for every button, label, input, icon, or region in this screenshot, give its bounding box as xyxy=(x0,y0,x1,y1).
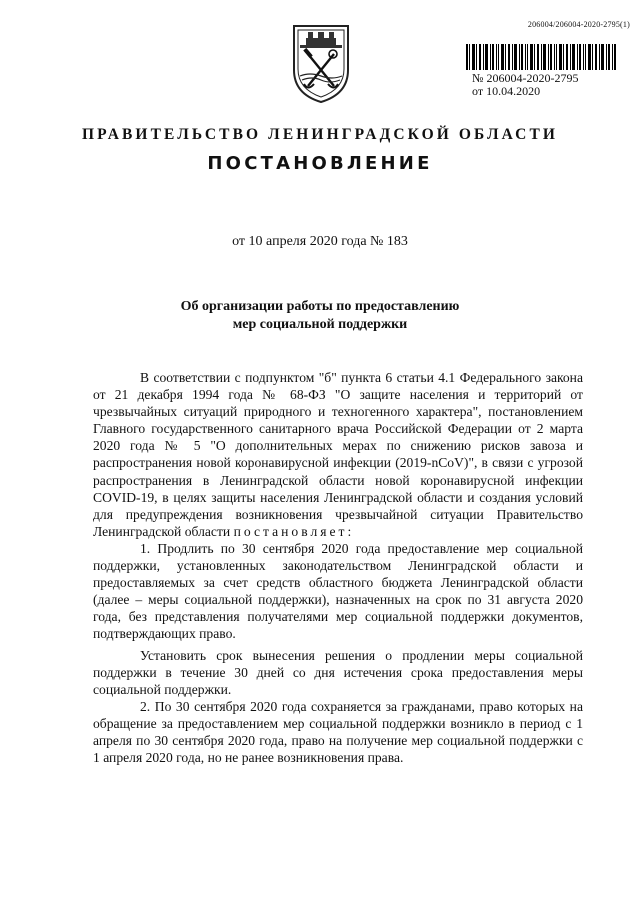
preamble-paragraph xyxy=(93,369,583,540)
decree-subject xyxy=(0,298,640,334)
registration-date: от 10.04.2020 xyxy=(472,84,541,98)
clause-1-paragraph: 1. Продлить по 30 сентября 2020 года предоставление мер социальной поддержки, установленных законодательством Ленинградской области и предоставляемых за счет средств областного бюджета Ленинградской области (далее – меры социальной поддержки), назначенных на срок по 31 августа 2020 года, без представления получателями мер социальной поддержки документов, подтверждающих право. xyxy=(93,540,583,642)
barcode xyxy=(466,44,616,70)
resolves-word: постановляет: xyxy=(233,523,355,539)
government-title: ПРАВИТЕЛЬСТВО ЛЕНИНГРАДСКОЙ ОБЛАСТИ xyxy=(81,126,559,143)
clause-2-paragraph: 2. По 30 сентября 2020 года сохраняется за гражданами, право которых на обращение за предоставлением мер социальной поддержки возникло в период с 1 апреля по 30 сентября 2020 года, право на получение мер социальной поддержки с 1 апреля 2020 года, но не ранее возникновения права. xyxy=(93,698,583,766)
decree-body xyxy=(93,369,583,766)
registration-block xyxy=(472,72,578,98)
registration-number: № 206004-2020-2795 xyxy=(472,71,579,85)
subject-line-1: Об организации работы по предоставлению xyxy=(180,299,460,314)
document-id: 206004/206004-2020-2795(1) xyxy=(527,20,630,29)
subject-line-2: мер социальной поддержки xyxy=(232,317,408,332)
coat-of-arms-emblem xyxy=(286,18,356,106)
decree-date-number: от 10 апреля 2020 года № 183 xyxy=(232,234,408,249)
preamble-text: В соответствии с подпунктом "б" пункта 6 статьи 4.1 Федерального закона от 21 декабря 1994 года № 68-ФЗ "О защите населения и территорий от чрезвычайных ситуаций природного и техногенного характера", постановлением Главного государственного санитарного врача Российской Федерации от 2 марта 2020 года № 5 "О дополнительных мерах по снижению рисков завоза и распространения новой коронавирусной инфекции (2019-nCoV)", в связи с угрозой распространения в Ленинградской области новой коронавирусной инфекции COVID-19, в целях защиты населения Ленинградской области и создания условий для предупреждения возникновения чрезвычайной ситуации Правительство Ленинградской области xyxy=(93,370,583,539)
document-type-heading: ПОСТАНОВЛЕНИЕ xyxy=(207,153,433,174)
clause-1-term-paragraph: Установить срок вынесения решения о продлении меры социальной поддержки в течение 30 дней со дня истечения срока предоставления меры социальной поддержки. xyxy=(93,647,583,697)
